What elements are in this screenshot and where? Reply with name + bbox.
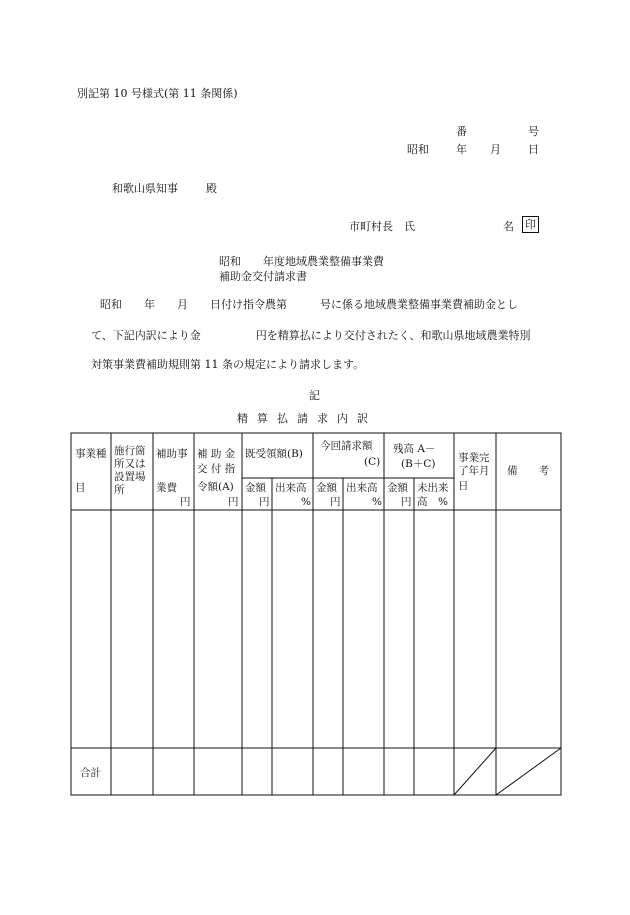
col-header-kanryo-l1: 事業完 [458,452,490,464]
sender-label: 市町村長 氏 [349,220,415,233]
col-header-kanryo-l3: 日 [458,480,469,492]
sub-header-kiju-percent: % [301,496,311,508]
col-header-kofu-l1: 補 助 金 [197,448,236,460]
sub-header-zandaka-yen: 円 [401,496,412,508]
col-header-zandaka-l2: (B＋C) [401,458,436,470]
document-title-line1: 昭和 年度地域農業整備事業費 [219,255,384,268]
ki-heading: 記 [309,389,320,402]
total-row-label: 合計 [80,767,101,779]
col-header-kofu-l2: 交 付 指 [197,463,236,475]
sub-header-zandaka-kingaku: 金額 [387,482,408,494]
body-text-line2: て、下記内訳により金 円を精算払により交付されたく、和歌山県地域農業特別 [91,329,531,342]
col-header-zandaka-l1: 残高 A－ [393,443,436,455]
col-header-shiko-l1: 施行箇 [114,445,146,457]
date-year-label: 年 [456,143,467,156]
col-header-konkai-l2: (C) [364,456,381,468]
date-era-label: 昭和 [407,143,429,156]
date-day-label: 日 [528,143,539,156]
col-header-kofu-l3: 令額(A) [197,481,234,493]
number-go-label: 号 [528,125,539,138]
sub-header-midekidaka-l2: 高 % [417,496,448,508]
col-header-shiko-l3: 設置場 [114,471,146,483]
sub-header-midekidaka-l1: 未出来 [417,482,449,494]
addressee-honorific: 殿 [206,182,217,195]
sub-header-kiju-dekidaka: 出来高 [275,482,307,494]
col-header-hojojigyo-unit: 円 [180,496,191,508]
date-month-label: 月 [490,143,501,156]
form-identifier: 別記第 10 号様式(第 11 条関係) [77,87,238,100]
breakdown-subtitle: 精算払請求内訳 [237,412,377,425]
sub-header-konkai-kingaku: 金額 [316,482,337,494]
body-text-line1: 昭和 年 月 日付け指令農第 号に係る地域農業整備事業費補助金とし [100,298,518,311]
sub-header-konkai-yen: 円 [330,496,341,508]
col-header-shiko-l2: 所又は [114,458,146,470]
col-header-biko: 備 考 [507,465,549,477]
col-header-shiko-l4: 所 [114,484,125,496]
sub-header-konkai-dekidaka: 出来高 [346,482,378,494]
body-text-line3: 対策事業費補助規則第 11 条の規定により請求します。 [91,358,365,371]
col-header-hojojigyo-bottom: 業費 [156,482,177,494]
sub-header-kiju-kingaku: 金額 [245,482,266,494]
col-header-jigyoshu: 事業種 [75,448,107,460]
addressee-name: 和歌山県知事 [112,182,178,195]
col-header-kofu-unit: 円 [228,496,239,508]
col-header-kanryo-l2: 了年月 [458,465,490,477]
number-ban-label: 番 [456,125,467,138]
sub-header-konkai-percent: % [372,496,382,508]
col-header-jigyoshu-bottom: 目 [75,482,86,494]
sub-header-kiju-yen: 円 [259,496,270,508]
col-header-kiju: 既受領額(B) [245,448,303,460]
document-title-line2: 補助金交付請求書 [219,270,307,283]
col-header-konkai-l1: 今回請求額 [320,440,373,452]
seal-mark: 印 [522,216,539,233]
col-header-hojojigyo: 補助事 [156,448,188,460]
sender-name-label: 名 [503,220,514,233]
